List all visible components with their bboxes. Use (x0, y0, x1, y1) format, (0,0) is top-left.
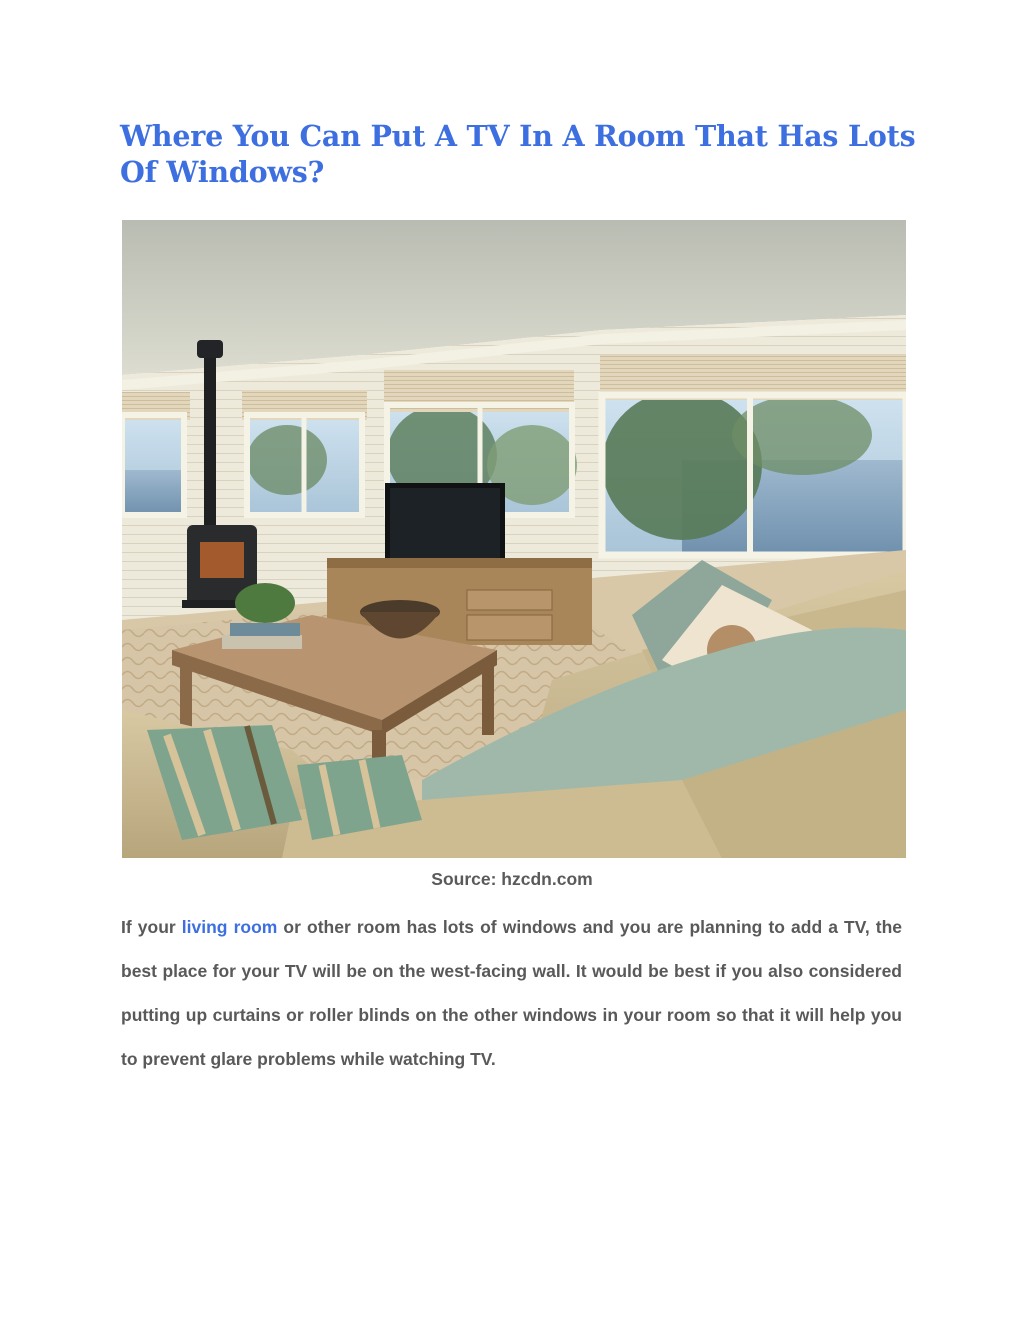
image-caption: Source: hzcdn.com (431, 869, 593, 889)
article-paragraph (121, 905, 902, 1081)
room-photo-illustration (122, 220, 906, 858)
living-room-link[interactable]: living room (181, 917, 278, 937)
article-image (122, 220, 906, 858)
page-title: Where You Can Put A TV In A Room That Has Lots Of Windows? (120, 119, 916, 189)
paragraph-text-rest: or other room has lots of windows and you are planning to add a TV, the best place for your TV will be on the west-facing wall. It would be best if you also considered putting up curtains or roller blinds on the other windows in your room so that it will help you to prevent glare problems while watching TV. (121, 917, 903, 1069)
paragraph-text-start: If your (121, 917, 182, 937)
